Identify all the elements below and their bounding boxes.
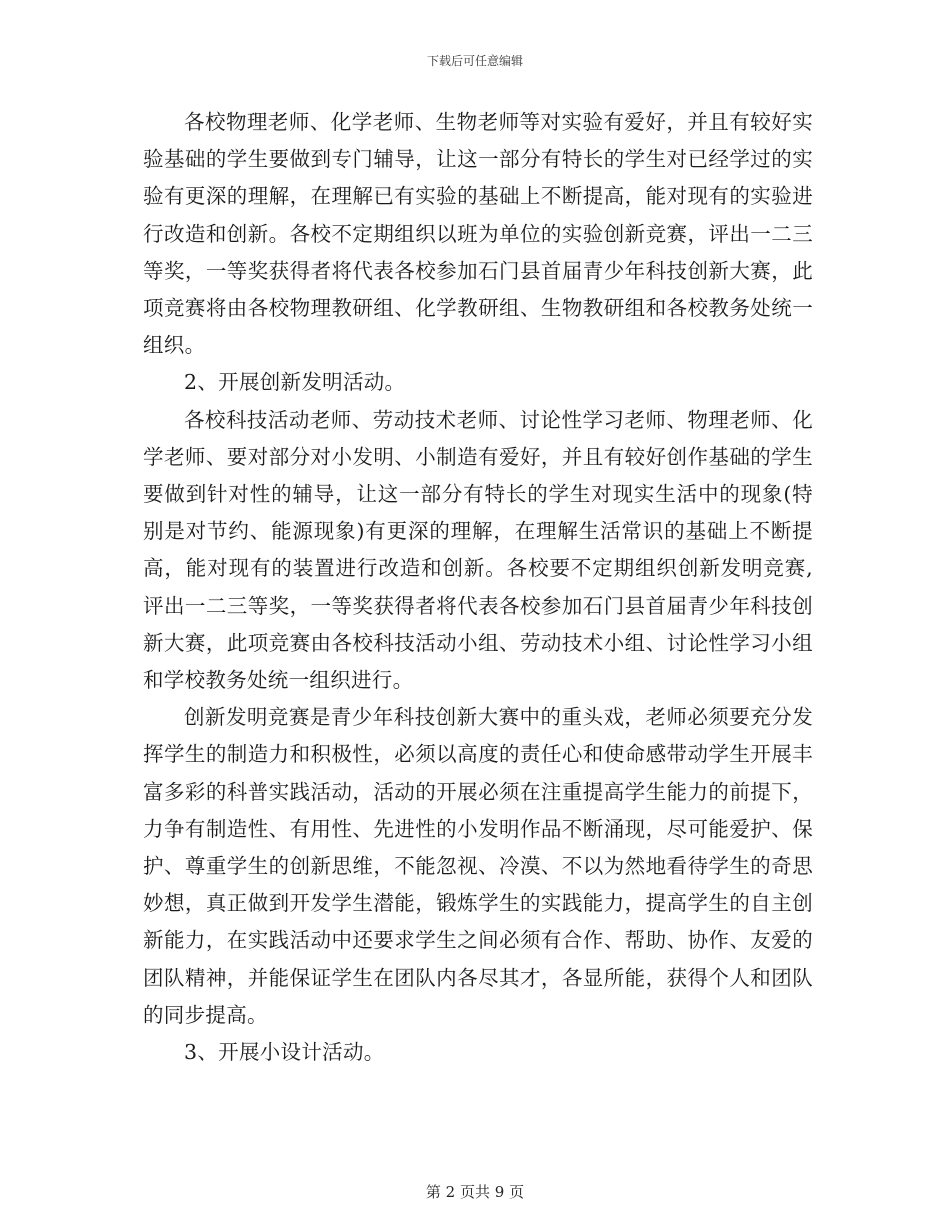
- section-heading-invention: 2、开展创新发明活动。: [184, 370, 406, 395]
- page-header: 下载后可任意编辑: [426, 54, 523, 68]
- paragraph-invention-guidance: 各校科技活动老师、劳动技术老师、讨论性学习老师、物理老师、化学老师、要对部分对小发明、小制造有爱好，并且有较好创作基础的学生要做到针对性的辅导，让这一部分有特长的学生对现实生活中的现象(特别是对节约、能源现象)有更深的理解，在理解生活常识的基础上不断提高，能对现有的装置进行改造和创新。各校要不定期组织创新发明竞赛,评出一二三等奖，一等奖获得者将代表各校参加石门县首届青少年科技创新大赛，此项竞赛由各校科技活动小组、劳动技术小组、讨论性学习小组和学校教务处统一组织进行。: [143, 407, 813, 693]
- document-body: [143, 104, 813, 1071]
- section-heading-design: 3、开展小设计活动。: [184, 1040, 385, 1065]
- paragraph-invention-competition: 创新发明竞赛是青少年科技创新大赛中的重头戏，老师必须要充分发挥学生的制造力和积极性，必须以高度的责任心和使命感带动学生开展丰富多彩的科普实践活动，活动的开展必须在注重提高学生能力的前提下，力争有制造性、有用性、先进性的小发明作品不断涌现，尽可能爱护、保护、尊重学生的创新思维，不能忽视、冷漠、不以为然地看待学生的奇思妙想，真正做到开发学生潜能，锻炼学生的实践能力，提高学生的自主创新能力，在实践活动中还要求学生之间必须有合作、帮助、协作、友爱的团队精神，并能保证学生在团队内各尽其才，各显所能，获得个人和团队的同步提高。: [143, 705, 813, 1027]
- paragraph-experiment-guidance: 各校物理老师、化学老师、生物老师等对实验有爱好，并且有较好实验基础的学生要做到专门辅导，让这一部分有特长的学生对已经学过的实验有更深的理解，在理解已有实验的基础上不断提高，能对现有的实验进行改造和创新。各校不定期组织以班为单位的实验创新竞赛，评出一二三等奖，一等奖获得者将代表各校参加石门县首届青少年科技创新大赛，此项竞赛将由各校物理教研组、化学教研组、生物教研组和各校教务处统一组织。: [143, 110, 813, 358]
- page-footer: 第 2 页共 9 页: [425, 1183, 525, 1201]
